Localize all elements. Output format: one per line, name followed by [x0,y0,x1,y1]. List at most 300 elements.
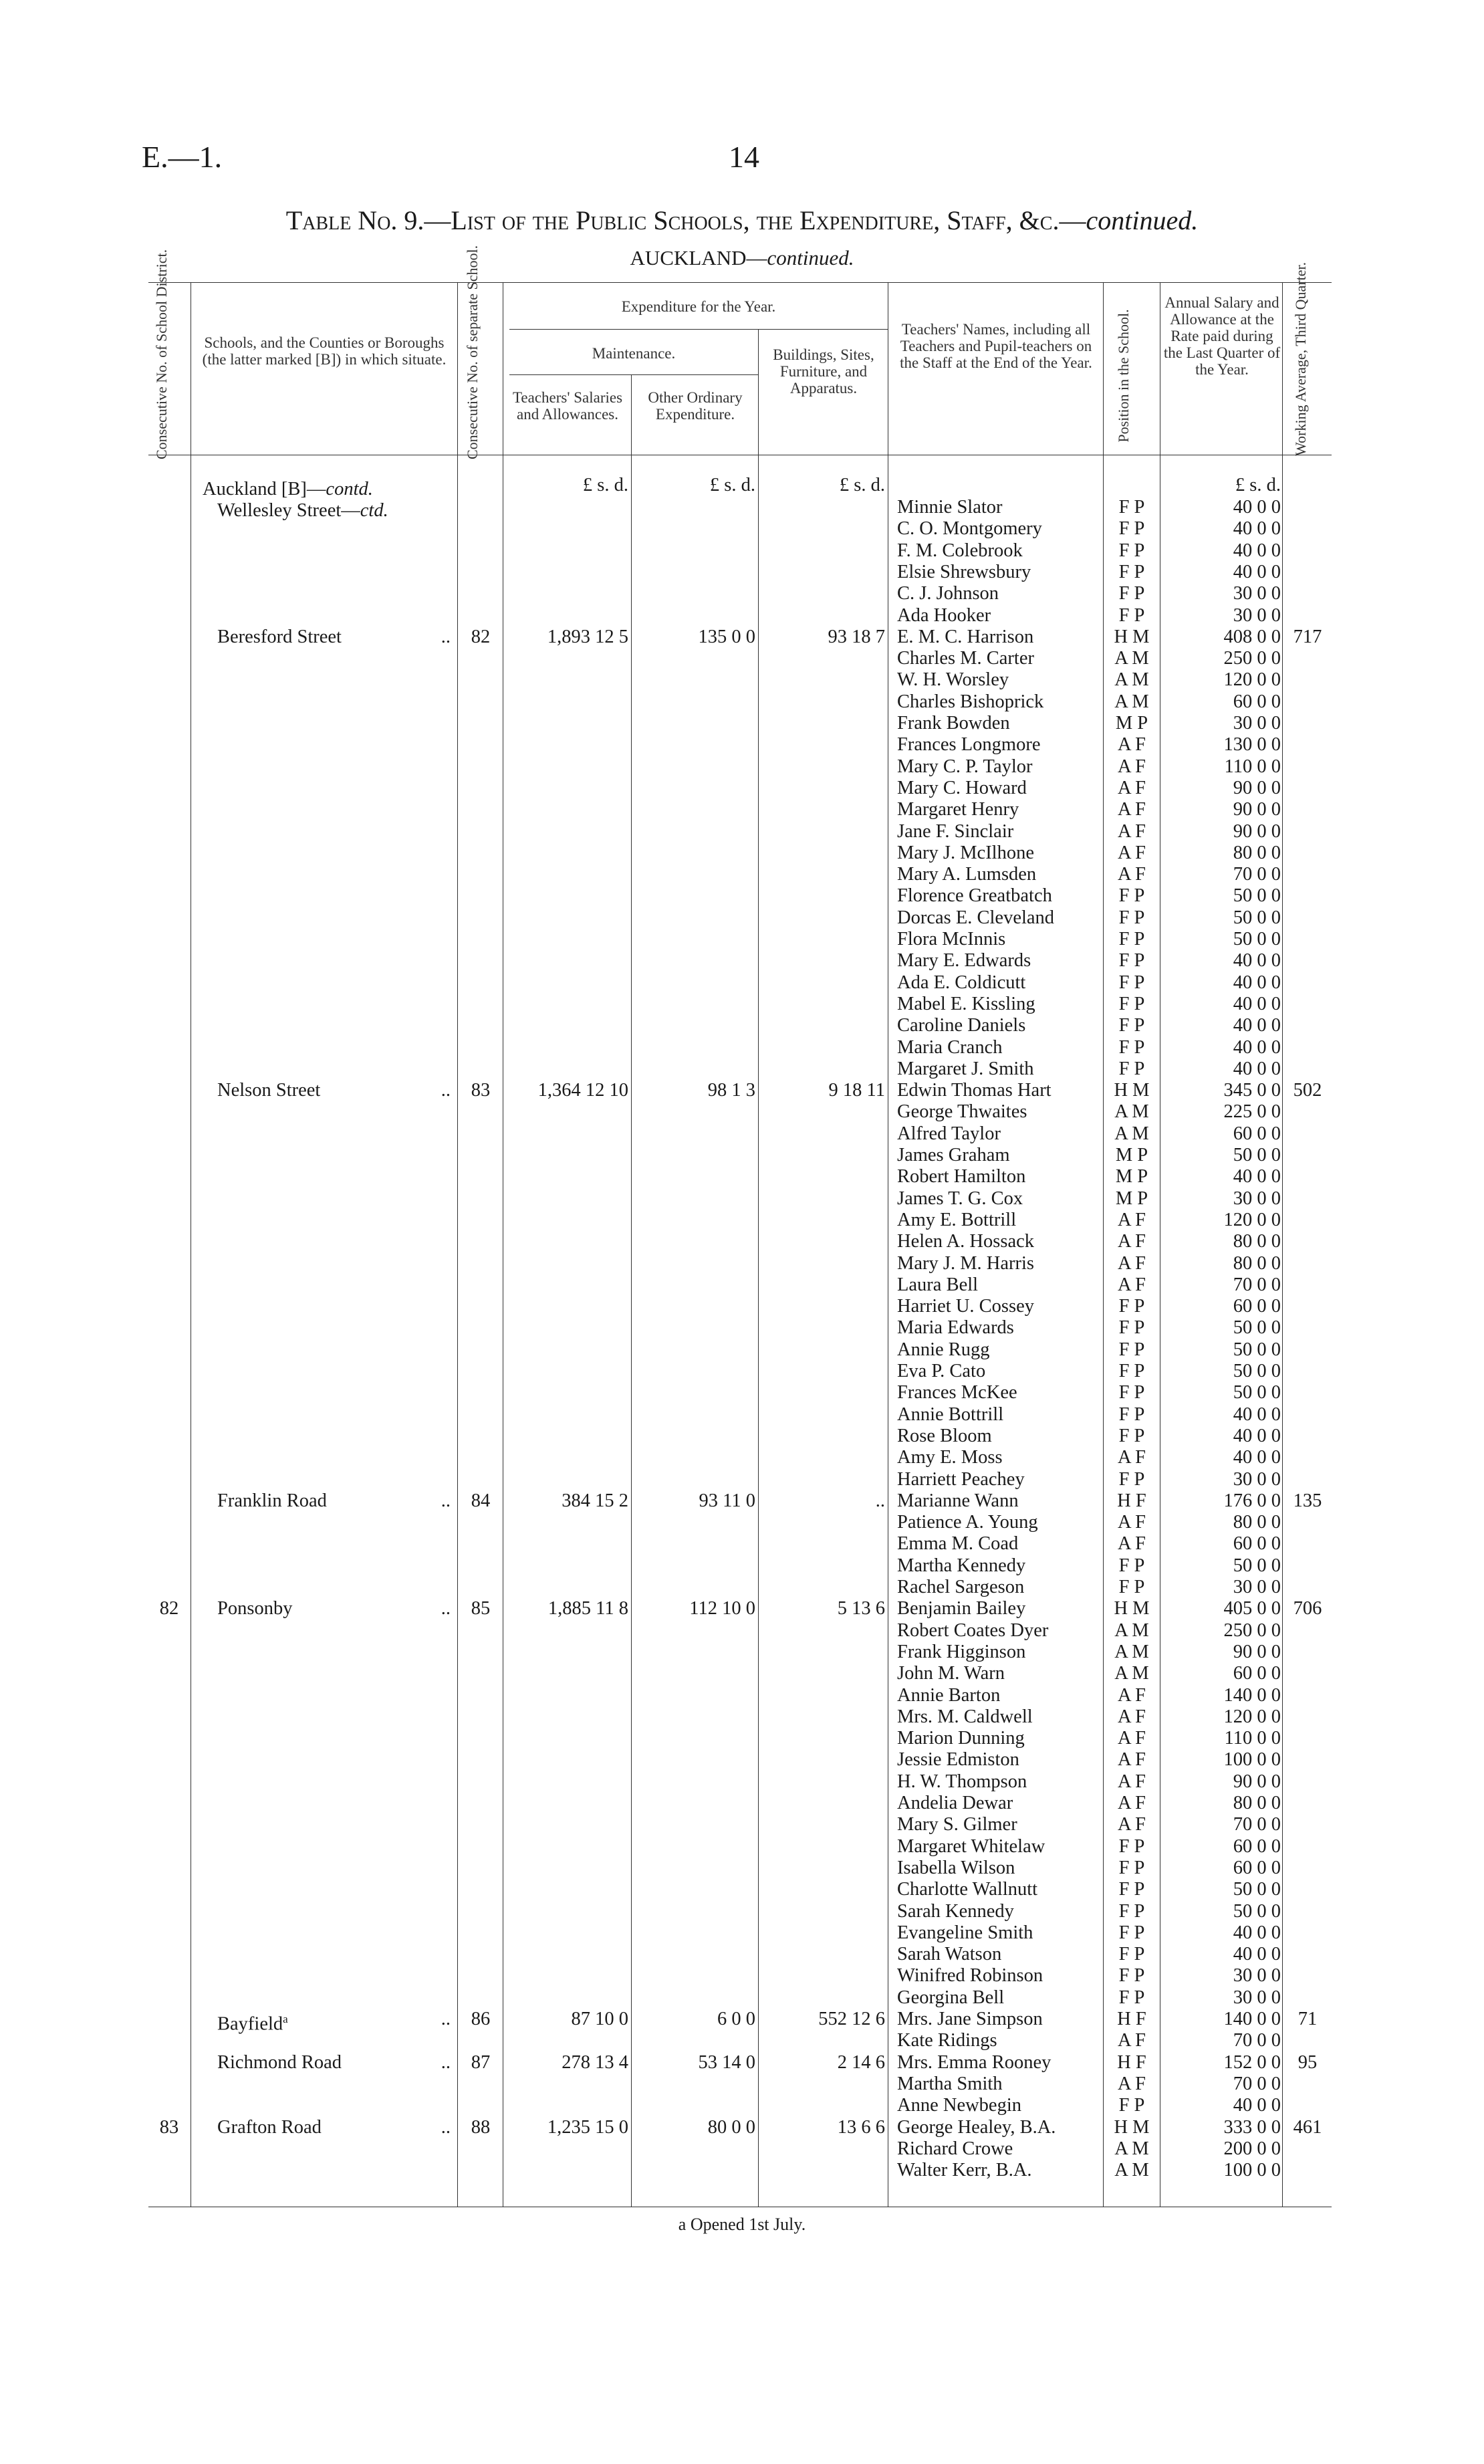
teacher-name: Frances Longmore [897,734,1041,756]
col-divider [1282,282,1283,2207]
teacher-position: A F [1118,1274,1146,1295]
teacher-name: Annie Barton [897,1684,1001,1706]
teacher-salary: 50 0 0 [1233,1317,1281,1339]
teacher-name: Marianne Wann [897,1490,1019,1511]
leader-dots: .. [441,2009,451,2029]
teacher-position: A F [1118,864,1146,885]
teacher-position: F P [1118,885,1145,907]
leader-dots: .. [441,1490,451,1511]
buildings-value: 5 13 6 [837,1598,885,1619]
teacher-position: A F [1118,1684,1146,1706]
teacher-salary: 90 0 0 [1233,799,1281,820]
teacher-salary: 40 0 0 [1233,518,1281,540]
leader-dots: .. [441,2116,451,2138]
teacher-position: H F [1117,2051,1146,2073]
col-divider [457,282,458,2207]
school-number: 84 [471,1490,491,1511]
teacher-name: Mary A. Lumsden [897,864,1037,885]
maintenance-rule [509,374,758,375]
lsd-other: £ s. d. [709,475,755,495]
teacher-salary: 110 0 0 [1224,756,1281,777]
school-number: 82 [471,626,491,647]
teacher-name: Minnie Slator [897,497,1003,518]
header-teachers: Teachers' Names, including all Teachers and Pupil-teachers on the Staff at the End of the Year. [900,321,1092,371]
teacher-name: Mary C. Howard [897,777,1027,798]
school-number: 88 [471,2116,491,2138]
teacher-position: A M [1114,691,1149,712]
teacher-name: Mrs. Emma Rooney [897,2051,1052,2073]
teacher-name: Isabella Wilson [897,1857,1015,1878]
teacher-position: A F [1118,1231,1146,1252]
teacher-position: H M [1114,1080,1150,1101]
teacher-name: Mary E. Edwards [897,950,1031,972]
teacher-name: George Healey, B.A. [897,2116,1056,2138]
teacher-name: Florence Greatbatch [897,885,1052,907]
teacher-salary: 60 0 0 [1233,1857,1281,1878]
teacher-salary: 30 0 0 [1233,1468,1281,1490]
header-schools: Schools, and the Counties or Boroughs (the latter marked [B]) in which situate. [202,334,447,368]
teacher-name: Ada Hooker [897,604,991,626]
teacher-name: Elsie Shrewsbury [897,561,1031,582]
other-expenditure-value: 135 0 0 [698,626,755,647]
lsd-buildings: £ s. d. [839,475,885,495]
teacher-salary: 50 0 0 [1233,1145,1281,1165]
teacher-salary: 40 0 0 [1233,497,1281,518]
working-average: 706 [1293,1598,1322,1619]
teacher-salary: 140 0 0 [1223,1684,1281,1706]
teacher-salary: 70 0 0 [1233,1274,1281,1295]
teacher-salary: 30 0 0 [1233,583,1281,604]
teacher-salary: 100 0 0 [1223,2160,1281,2181]
teacher-name: Frank Bowden [897,713,1010,734]
teacher-name: Frances McKee [897,1382,1017,1404]
teacher-position: H F [1117,2009,1146,2029]
other-expenditure-value: 6 0 0 [717,2009,755,2029]
teacher-name: George Thwaites [897,1101,1027,1123]
teacher-name: Harriett Peachey [897,1468,1025,1490]
teacher-position: F P [1118,2095,1145,2116]
teacher-name: Martha Kennedy [897,1555,1026,1576]
teacher-position: A F [1118,1793,1146,1813]
teacher-salary: 80 0 0 [1233,842,1281,863]
teacher-salary: 345 0 0 [1223,1080,1281,1101]
col-divider [758,329,759,2207]
teacher-salary: 40 0 0 [1233,561,1281,582]
school-name [217,500,458,522]
teacher-position: F P [1118,497,1145,518]
teacher-name: Caroline Daniels [897,1015,1026,1036]
teacher-position: A M [1114,1663,1149,1684]
table-title-suffix: continued. [1086,205,1199,235]
teacher-name: Rachel Sargeson [897,1577,1025,1597]
teacher-salary: 250 0 0 [1223,1619,1281,1641]
teacher-position: A F [1118,1533,1146,1555]
teacher-position: M P [1115,1145,1148,1165]
teacher-name: Amy E. Bottrill [897,1209,1017,1230]
teacher-name: Annie Bottrill [897,1404,1004,1425]
teacher-name: Charlotte Wallnutt [897,1879,1038,1900]
teacher-salary: 40 0 0 [1233,1036,1281,1058]
teacher-salary: 50 0 0 [1233,1339,1281,1360]
teacher-name: Annie Rugg [897,1339,990,1360]
teacher-name: E. M. C. Harrison [897,626,1034,647]
teacher-position: F P [1118,1425,1145,1446]
teacher-salary: 405 0 0 [1223,1598,1281,1619]
teacher-salary: 40 0 0 [1233,1058,1281,1079]
teacher-name: Richard Crowe [897,2138,1013,2159]
leader-dots: .. [441,626,451,647]
teacher-name: Margaret J. Smith [897,1058,1034,1079]
teacher-name: Charles M. Carter [897,648,1034,669]
teacher-salary: 225 0 0 [1223,1101,1281,1123]
teacher-salary: 70 0 0 [1233,1814,1281,1835]
teacher-name: Evangeline Smith [897,1922,1033,1943]
teacher-name: Mary C. P. Taylor [897,756,1033,777]
school-subname: Wellesley Street— [217,500,360,521]
teacher-position: F P [1118,1965,1145,1987]
teacher-name: Martha Smith [897,2073,1003,2094]
teacher-name: Mrs. M. Caldwell [897,1706,1033,1727]
teacher-position: F P [1118,583,1145,604]
teacher-name: Jane F. Sinclair [897,820,1014,842]
header-expenditure: Expenditure for the Year. [621,298,776,315]
teacher-salary: 130 0 0 [1223,734,1281,756]
teacher-name: Maria Cranch [897,1036,1003,1058]
salaries-value: 1,885 11 8 [547,1598,628,1619]
teacher-salary: 40 0 0 [1233,1447,1281,1468]
teacher-salary: 40 0 0 [1233,1015,1281,1036]
teacher-salary: 40 0 0 [1233,540,1281,561]
teacher-salary: 40 0 0 [1233,950,1281,972]
teacher-position: A F [1118,1814,1146,1835]
teacher-name: Marion Dunning [897,1728,1025,1749]
working-average: 502 [1293,1080,1322,1101]
teacher-salary: 152 0 0 [1223,2051,1281,2073]
teacher-salary: 90 0 0 [1233,820,1281,842]
teacher-name: Harriet U. Cossey [897,1296,1034,1317]
teacher-position: H M [1114,1598,1150,1619]
teacher-position: F P [1118,993,1145,1014]
teacher-position: A F [1118,734,1146,756]
header-average: Working Average, Third Quarter. [1292,261,1309,456]
leader-dots: .. [441,1080,451,1101]
teacher-name: Alfred Taylor [897,1123,1001,1144]
teacher-name: F. M. Colebrook [897,540,1023,561]
teacher-position: F P [1118,1361,1145,1381]
header-other: Other Ordinary Expenditure. [648,389,743,423]
leader-dots: .. [441,1598,451,1619]
teacher-position: F P [1118,1900,1145,1922]
teacher-position: A F [1118,820,1146,842]
teacher-salary: 80 0 0 [1233,1231,1281,1252]
other-expenditure-value: 98 1 3 [707,1080,755,1101]
teacher-name: Sarah Kennedy [897,1900,1014,1922]
school-name: Franklin Road [217,1490,327,1511]
header-salaries: Teachers' Salaries and Allowances. [512,389,623,423]
teacher-position: F P [1118,1015,1145,1036]
teacher-position: A F [1118,1749,1146,1771]
table-title [0,205,1484,236]
teacher-position: F P [1118,950,1145,972]
teacher-salary: 60 0 0 [1233,1533,1281,1555]
school-number: 83 [471,1080,491,1101]
teacher-name: Robert Hamilton [897,1166,1026,1188]
buildings-value: 2 14 6 [837,2051,885,2073]
teacher-name: Amy E. Moss [897,1447,1003,1468]
teacher-name: Maria Edwards [897,1317,1014,1339]
teacher-position: F P [1118,1857,1145,1878]
teacher-salary: 50 0 0 [1233,1361,1281,1381]
teacher-salary: 80 0 0 [1233,1793,1281,1813]
teacher-position: F P [1118,1382,1145,1404]
teacher-name: Andelia Dewar [897,1793,1013,1813]
teacher-name: Emma M. Coad [897,1533,1019,1555]
teacher-position: A F [1118,756,1146,777]
teacher-position: A F [1118,1728,1146,1749]
footnote: a Opened 1st July. [678,2215,806,2234]
teacher-position: M P [1115,1188,1148,1209]
teacher-position: F P [1118,1296,1145,1317]
teacher-salary: 60 0 0 [1233,1296,1281,1317]
teacher-salary: 40 0 0 [1233,1425,1281,1446]
teacher-salary: 50 0 0 [1233,885,1281,907]
teacher-salary: 70 0 0 [1233,2030,1281,2051]
teacher-name: Winifred Robinson [897,1965,1043,1987]
working-average: 95 [1297,2051,1318,2073]
footnote-mark: a [283,2013,288,2025]
teacher-salary: 40 0 0 [1233,993,1281,1014]
other-expenditure-value: 93 11 0 [699,1490,755,1511]
teacher-position: F P [1118,1555,1145,1576]
teacher-salary: 60 0 0 [1233,1835,1281,1857]
teacher-position: M P [1115,1166,1148,1188]
teacher-salary: 30 0 0 [1233,604,1281,626]
teacher-position: F P [1118,1987,1145,2008]
teacher-position: A M [1114,1123,1149,1144]
school-name: Bayfield$^a$ [217,2013,288,2035]
teacher-position: A F [1118,777,1146,798]
teacher-position: F P [1118,518,1145,540]
teacher-position: A M [1114,2160,1149,2181]
lsd-salaries: £ s. d. [582,475,628,495]
teacher-position: A M [1114,1619,1149,1641]
other-expenditure-value: 112 10 0 [689,1598,755,1619]
other-expenditure-value: 80 0 0 [707,2116,755,2138]
teacher-salary: 50 0 0 [1233,1900,1281,1922]
teacher-salary: 50 0 0 [1233,1879,1281,1900]
district-number: 83 [159,2116,179,2138]
teacher-position: A M [1114,2138,1149,2159]
buildings-value: 93 18 7 [828,626,885,647]
teacher-position: F P [1118,907,1145,928]
teacher-salary: 60 0 0 [1233,691,1281,712]
col-divider [1103,282,1104,2207]
teacher-position: F P [1118,1879,1145,1900]
teacher-name: Jessie Edmiston [897,1749,1019,1771]
teacher-salary: 80 0 0 [1233,1252,1281,1274]
teacher-position: F P [1118,1944,1145,1965]
salaries-value: 87 10 0 [571,2009,628,2029]
teacher-name: Laura Bell [897,1274,979,1295]
teacher-salary: 30 0 0 [1233,1987,1281,2008]
teacher-name: James T. G. Cox [897,1188,1023,1209]
salaries-value: 384 15 2 [562,1490,628,1511]
header-maintenance: Maintenance. [592,345,676,362]
teacher-name: Georgina Bell [897,1987,1005,2008]
teacher-salary: 90 0 0 [1233,1771,1281,1792]
teacher-salary: 30 0 0 [1233,713,1281,734]
subtitle-region: AUCKLAND— [630,246,767,269]
teacher-name: Mabel E. Kissling [897,993,1035,1014]
teacher-position: H M [1114,626,1150,647]
teacher-name: Sarah Watson [897,1944,1002,1965]
teacher-position: F P [1118,1577,1145,1597]
teacher-name: Dorcas E. Cleveland [897,907,1055,928]
table-title-prefix: Table No. 9.— [285,205,451,235]
teacher-position: A M [1114,1101,1149,1123]
school-name: Grafton Road [217,2116,322,2138]
teacher-salary: 80 0 0 [1233,1512,1281,1533]
teacher-position: A M [1114,669,1149,691]
teacher-name: Rose Bloom [897,1425,992,1446]
teacher-name: Charles Bishoprick [897,691,1044,712]
teacher-position: F P [1118,561,1145,582]
teacher-salary: 120 0 0 [1223,1209,1281,1230]
teacher-name: Mary S. Gilmer [897,1814,1017,1835]
teacher-position: A F [1118,1771,1146,1792]
school-name [203,479,450,500]
teacher-position: F P [1118,1922,1145,1943]
teacher-salary: 50 0 0 [1233,1382,1281,1404]
school-county: Auckland [B]— [203,479,326,499]
school-number: 85 [471,1598,491,1619]
salaries-value: 1,364 12 10 [537,1080,628,1101]
working-average: 71 [1297,2009,1318,2029]
teacher-name: Margaret Whitelaw [897,1835,1045,1857]
header-position: Position in the School. [1115,309,1132,443]
teacher-salary: 100 0 0 [1223,1749,1281,1771]
teacher-name: Walter Kerr, B.A. [897,2160,1032,2181]
school-name: Ponsonby [217,1598,293,1619]
buildings-value: .. [875,1490,885,1511]
teacher-position: A F [1118,2030,1146,2051]
teacher-position: A F [1118,1512,1146,1533]
teacher-name: Frank Higginson [897,1641,1026,1662]
teacher-salary: 90 0 0 [1233,777,1281,798]
header-buildings: Buildings, Sites, Furniture, and Apparatus. [773,346,874,397]
teacher-position: A F [1118,799,1146,820]
teacher-position: H F [1117,1490,1146,1511]
working-average: 135 [1293,1490,1322,1511]
teacher-salary: 40 0 0 [1233,1404,1281,1425]
school-subname-note: ctd. [360,500,388,521]
teacher-name: James Graham [897,1145,1010,1165]
teacher-position: F P [1118,604,1145,626]
buildings-value: 13 6 6 [837,2116,885,2138]
table-title-main: List of the Public Schools, the Expenditure, Staff, &c.— [451,205,1086,235]
teacher-name: C. O. Montgomery [897,518,1042,540]
teacher-name: Ada E. Coldicutt [897,972,1026,993]
teacher-name: W. H. Worsley [897,669,1009,691]
teacher-name: Benjamin Bailey [897,1598,1026,1619]
subtitle-suffix: continued. [767,246,854,269]
teacher-name: Margaret Henry [897,799,1019,820]
teacher-salary: 50 0 0 [1233,929,1281,949]
teacher-position: F P [1118,972,1145,993]
teacher-position: A M [1114,648,1149,669]
teacher-salary: 70 0 0 [1233,2073,1281,2094]
teacher-salary: 60 0 0 [1233,1663,1281,1684]
teacher-salary: 30 0 0 [1233,1577,1281,1597]
header-salary: Annual Salary and Allowance at the Rate paid during the Last Quarter of the Year. [1163,294,1281,378]
district-number: 82 [159,1598,179,1619]
teacher-salary: 50 0 0 [1233,907,1281,928]
page-reference: E.—1. [142,140,223,174]
teacher-position: M P [1115,713,1148,734]
teacher-salary: 140 0 0 [1223,2009,1281,2029]
teacher-salary: 176 0 0 [1223,1490,1281,1511]
teacher-name: Eva P. Cato [897,1361,986,1381]
teacher-position: F P [1118,1339,1145,1360]
table-subtitle [0,246,1484,270]
teacher-salary: 30 0 0 [1233,1188,1281,1209]
teacher-position: F P [1118,1835,1145,1857]
teacher-salary: 333 0 0 [1223,2116,1281,2138]
school-name: Nelson Street [217,1080,321,1101]
teacher-position: A F [1118,2073,1146,2094]
buildings-value: 9 18 11 [828,1080,885,1101]
school-name: Richmond Road [217,2051,342,2073]
teacher-position: F P [1118,1468,1145,1490]
teacher-salary: 60 0 0 [1233,1123,1281,1144]
teacher-salary: 120 0 0 [1223,1706,1281,1727]
school-county-note: contd. [326,479,373,499]
header-top-rule [148,282,1332,283]
teacher-salary: 408 0 0 [1223,626,1281,647]
buildings-value: 552 12 6 [818,2009,885,2029]
teacher-salary: 200 0 0 [1223,2138,1281,2159]
school-number: 87 [471,2051,491,2073]
teacher-salary: 40 0 0 [1233,972,1281,993]
teacher-name: C. J. Johnson [897,583,999,604]
page-number: 14 [729,140,759,174]
teacher-name: H. W. Thompson [897,1771,1027,1792]
teacher-name: Patience A. Young [897,1512,1038,1533]
teacher-name: Kate Ridings [897,2030,997,2051]
teacher-salary: 50 0 0 [1233,1555,1281,1576]
working-average: 461 [1293,2116,1322,2138]
teacher-position: F P [1118,1058,1145,1079]
expenditure-rule [509,329,888,330]
school-number: 86 [471,2009,491,2029]
salaries-value: 278 13 4 [562,2051,628,2073]
teacher-name: Mrs. Jane Simpson [897,2009,1043,2029]
salaries-value: 1,893 12 5 [547,626,628,647]
working-average: 717 [1293,626,1322,647]
school-name: Beresford Street [217,626,342,647]
col-divider [631,374,632,2207]
salaries-value: 1,235 15 0 [547,2116,628,2138]
teacher-position: F P [1118,929,1145,949]
teacher-position: H M [1114,2116,1150,2138]
teacher-name: Mary J. M. Harris [897,1252,1035,1274]
lsd-salary: £ s. d. [1235,475,1281,495]
teacher-salary: 90 0 0 [1233,1641,1281,1662]
teacher-position: A F [1118,1209,1146,1230]
teacher-position: F P [1118,1317,1145,1339]
teacher-position: A F [1118,1706,1146,1727]
teacher-salary: 250 0 0 [1223,648,1281,669]
